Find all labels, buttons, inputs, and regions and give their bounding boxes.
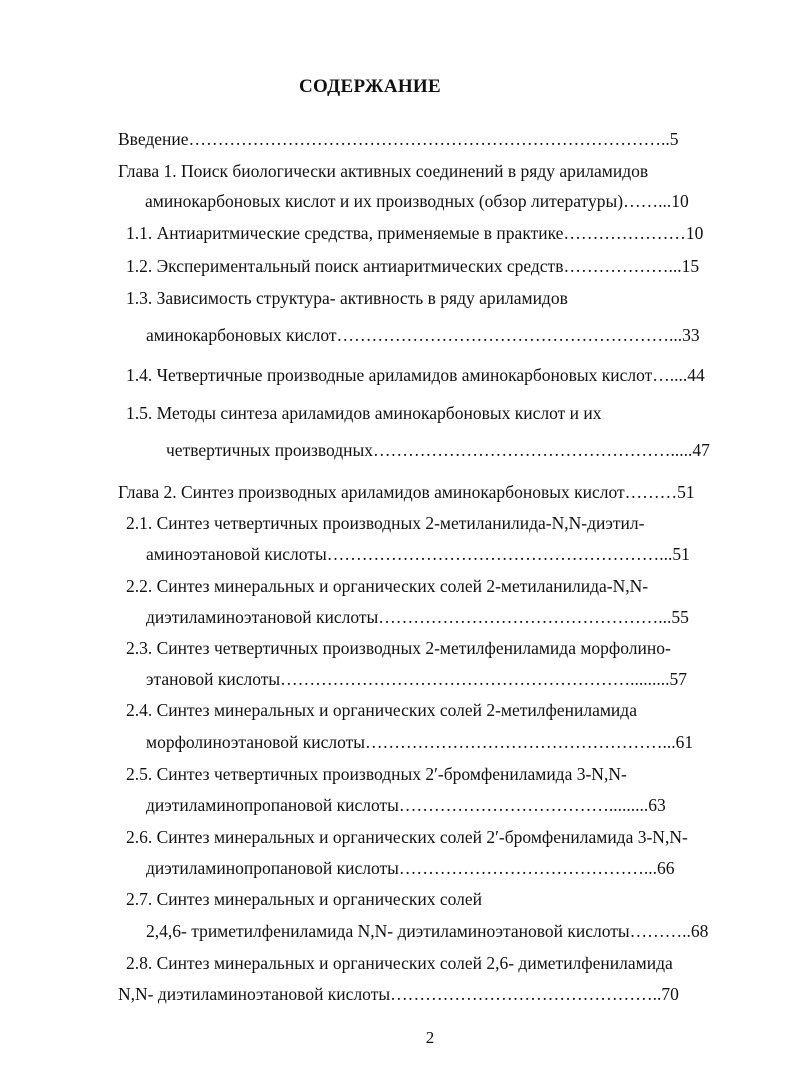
- toc-entry-2-8-cont: N,N- диэтиламиноэтановой кислоты………………………………………..70: [118, 984, 679, 1004]
- toc-entry-2-2-cont: диэтиламиноэтановой кислоты…………………………………………...55: [146, 607, 689, 627]
- toc-entry-2-4: 2.4. Синтез минеральных и органических солей 2-метилфениламида: [126, 700, 637, 720]
- toc-entry-chapter-1: Глава 1. Поиск биологически активных соединений в ряду ариламидов: [118, 161, 649, 181]
- toc-entry-2-1-cont: аминоэтановой кислоты…………………………………………………...51: [146, 544, 690, 564]
- toc-entry-2-4-cont: морфолиноэтановой кислоты……………………………………………...61: [146, 732, 694, 752]
- toc-entry-2-3-cont: этановой кислоты…………………………………………………….........57: [146, 669, 688, 689]
- toc-entry-2-7-cont: 2,4,6- триметилфениламида N,N- диэтиламиноэтановой кислоты………..68: [146, 921, 709, 941]
- page-number: 2: [425, 1028, 435, 1047]
- toc-entry-chapter-1-cont: аминокарбоновых кислот и их производных (обзор литературы)……...10: [145, 191, 689, 211]
- toc-entry-2-6-cont: диэтиламинопропановой кислоты……………………………………...66: [146, 858, 675, 878]
- page-title: СОДЕРЖАНИЕ: [299, 76, 441, 97]
- toc-entry-1-2: 1.2. Экспериментальный поиск антиаритмических средств………………...15: [126, 256, 700, 276]
- toc-entry-2-7: 2.7. Синтез минеральных и органических солей: [126, 889, 482, 909]
- toc-entry-2-3: 2.3. Синтез четвертичных производных 2-метилфениламида морфолино-: [126, 638, 671, 658]
- toc-entry-1-1: 1.1. Антиаритмические средства, применяемые в практике…………………10: [126, 223, 704, 243]
- toc-entry-2-1: 2.1. Синтез четвертичных производных 2-метиланилида-N,N-диэтил-: [126, 513, 645, 533]
- toc-entry-2-5: 2.5. Синтез четвертичных производных 2′-бромфениламида 3-N,N-: [126, 764, 627, 784]
- toc-entry-1-5: 1.5. Методы синтеза ариламидов аминокарбоновых кислот и их: [126, 403, 602, 423]
- toc-entry-1-5-cont: четвертичных производных…………………………………………….....47: [166, 440, 710, 460]
- toc-entry-intro: Введение………………………………………………………………………..5: [118, 129, 679, 149]
- toc-entry-1-3: 1.3. Зависимость структура- активность в ряду ариламидов: [126, 288, 568, 308]
- toc-entry-chapter-2: Глава 2. Синтез производных ариламидов аминокарбоновых кислот………51: [118, 482, 695, 502]
- toc-entry-2-5-cont: диэтиламинопропановой кислоты……………………………….........63: [146, 795, 666, 815]
- toc-entry-1-3-cont: аминокарбоновых кислот…………………………………………………...33: [146, 325, 700, 345]
- toc-entry-1-4: 1.4. Четвертичные производные ариламидов аминокарбоновых кислот…....44: [126, 365, 705, 385]
- toc-entry-2-6: 2.6. Синтез минеральных и органических солей 2′-бромфениламида 3-N,N-: [126, 827, 688, 847]
- toc-entry-2-2: 2.2. Синтез минеральных и органических солей 2-метиланилида-N,N-: [126, 576, 649, 596]
- toc-entry-2-8: 2.8. Синтез минеральных и органических солей 2,6- диметилфениламида: [126, 953, 673, 973]
